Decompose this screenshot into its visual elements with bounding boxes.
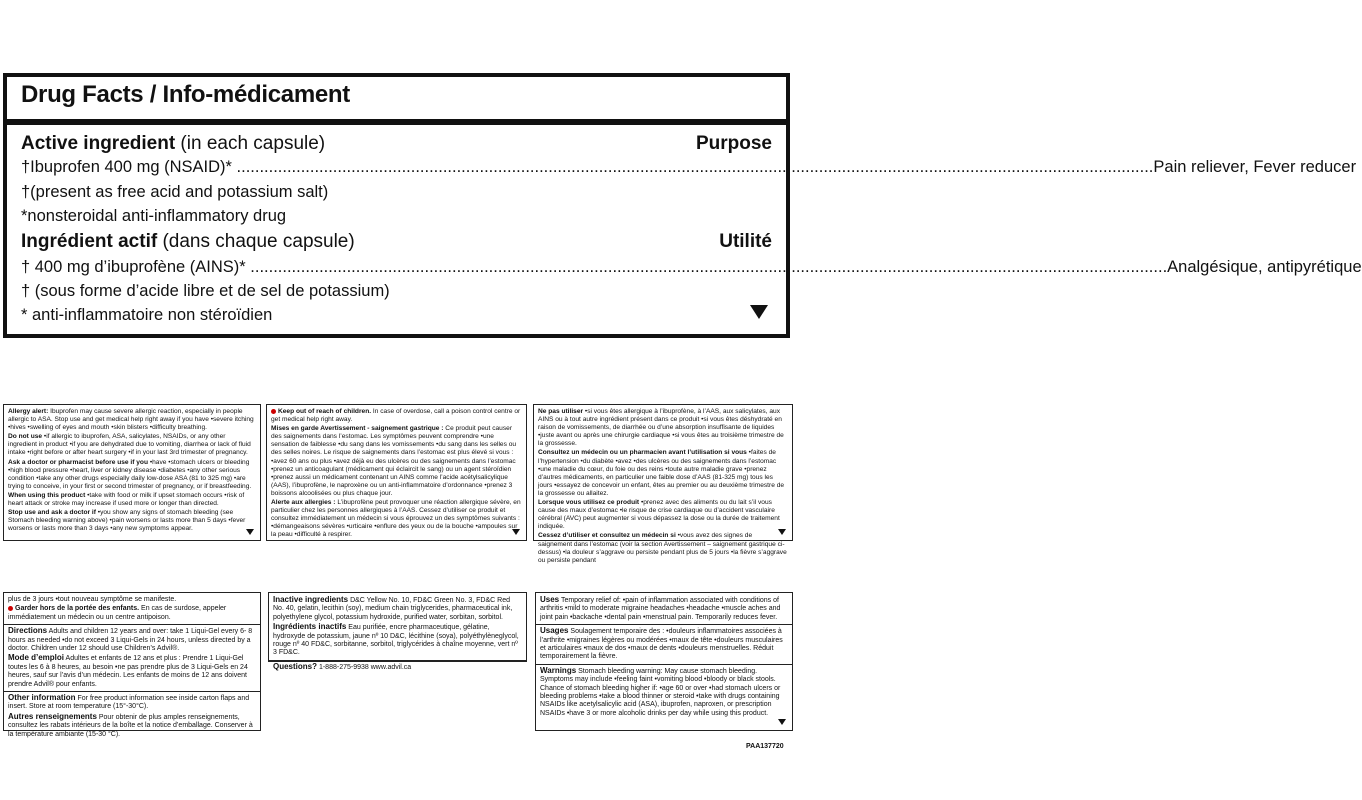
- warnings-text: Stomach bleeding warning: May cause stomach bleeding. Symptoms may include •feeling faint •vomiting blood •bloody or black stools. Chance of stomach bleeding higher if: •age 60 or over •had stomach ulcers or bleeding problems •take a blood thinner or steroid •take with drugs containing NSAIDs like acetylsalicylic acid (ASA), ibuprofen, naproxen, or prescription NSAIDs •have 3 or more alcoholic drinks per day while using this product.: [540, 667, 781, 717]
- active-header-bold: Active ingredient: [21, 133, 176, 154]
- lorsque-heading: Lorsque vous utilisez ce produit: [538, 499, 640, 507]
- inactive-ingredients-panel: [268, 592, 527, 671]
- allergy-panel: [3, 404, 261, 541]
- heavy-rule: [7, 119, 786, 125]
- purpose-header: Purpose: [695, 133, 772, 154]
- mode-emploi-heading: Mode d’emploi: [8, 653, 64, 663]
- questions-text: 1-888-275-9938 www.advil.ca: [317, 663, 412, 671]
- consultez-text: •faites de l’hypertension •du diabète •avez •des ulcères ou des saignements dans l’estomac •une maladie du cœur, du foie ou des reins •toute autre maladie grave •prenez d’autres médicaments, en particulier une faible dose d’AAS (81-325 mg) tous les jours •essayez de concevoir un enfant, êtes au premier ou au deuxième trimestre de la grossesse ou allaitez.: [538, 449, 785, 497]
- ingredient-line-4-left: † 400 mg d’ibuprofène (AINS)* .....: [21, 258, 1167, 277]
- fr-header-rest: (dans chaque capsule): [157, 231, 355, 252]
- ingredient-line-1-right: Pain reliever, Fever reducer: [1153, 158, 1357, 176]
- triangle-down-icon: [246, 529, 254, 535]
- divider: [4, 624, 260, 625]
- directions-panel: [3, 592, 261, 738]
- divider: [536, 664, 792, 665]
- uses-heading: Uses: [540, 595, 560, 604]
- triangle-down-icon: [778, 529, 786, 535]
- usages-heading: Usages: [540, 626, 569, 636]
- other-information-heading: Other information: [8, 693, 76, 703]
- lorsque-text: •prenez avec des aliments ou du lait s’il vous cause des maux d’estomac •le risque de crise cardiaque ou d’accident vasculaire cérébral (AVC) peut augmenter si vous dépassez la dose ou la durée de traitement indiquée.: [538, 499, 780, 531]
- allergy-alert-text: Ibuprofen may cause severe allergic reaction, especially in people allergic to ASA. Stop use and get medical help right away if you have •severe itching •hives •swelling of eyes and mouth •skin blisters •difficulty breathing.: [8, 408, 254, 432]
- ingredient-line-1: [21, 158, 1357, 177]
- stop-use-text: •you show any signs of stomach bleeding (see Stomach bleeding warning above) •pain worsens or lasts more than 5 days •fever worsens or lasts more than 3 days •any new symptoms appear.: [8, 509, 246, 533]
- red-dot-icon: [8, 606, 13, 611]
- ingredient-line-4-right: Analgésique, antipyrétique: [1167, 258, 1362, 276]
- triangle-down-icon: [750, 305, 768, 319]
- active-header-rest: (in each capsule): [175, 133, 326, 154]
- warnings-heading: Warnings: [540, 665, 577, 675]
- do-not-use-heading: Do not use: [8, 433, 43, 441]
- continued-text: plus de 3 jours •tout nouveau symptôme se manifeste.: [8, 596, 177, 603]
- product-code: PAA137720: [746, 743, 784, 750]
- triangle-down-icon: [778, 719, 786, 725]
- autres-renseignements-heading: Autres renseignements: [8, 711, 97, 721]
- cessez-heading: Cessez d’utiliser et consultez un médecin si: [538, 532, 676, 540]
- ingredient-line-1-left: †Ibuprofen 400 mg (NSAID)* .....: [21, 158, 1153, 177]
- divider: [4, 691, 260, 692]
- ask-doctor-text: •have •stomach ulcers or bleeding •high blood pressure •heart, liver or kidney disease •diabetes •any other serious condition •take any other drugs especially daily low-dose ASA (81 to 325 mg) •are trying to conceive, in your first or second trimester of pregnancy, or if breastfeeding.: [8, 458, 252, 490]
- ingredient-line-4: [21, 258, 1362, 277]
- consultez-heading: Consultez un médecin ou un pharmacien avant l’utilisation si vous: [538, 449, 747, 457]
- keep-out-text: In case of overdose, call a poison control centre or get medical help right away.: [271, 408, 521, 424]
- allergy-alert-heading: Allergy alert:: [8, 408, 49, 415]
- garder-hors-heading: Garder hors de la portée des enfants.: [15, 605, 140, 613]
- fr-header-bold: Ingrédient actif: [21, 231, 158, 252]
- ne-pas-utiliser-heading: Ne pas utiliser: [538, 408, 584, 415]
- other-information-text: For free product information see inside carton flaps and insert. Store at room temperature (15°-30°C).: [8, 695, 250, 711]
- inactive-ingredients-heading: Inactive ingredients: [273, 595, 349, 604]
- autres-renseignements-text: Pour obtenir de plus amples renseignements, consultez les rabats intérieurs de la boîte et la notice d’emballage. Conserver à la température ambiante (15-30 °C).: [8, 713, 253, 738]
- triangle-down-icon: [512, 529, 520, 535]
- divider: [536, 624, 792, 625]
- utilite-header: Utilité: [719, 231, 772, 252]
- garder-hors-text: En cas de surdose, appeler immédiatement un médecin ou un centre antipoison.: [8, 605, 227, 621]
- warnings-fr-panel: [266, 404, 527, 541]
- ingredients-inactifs-heading: Ingrédients inactifs: [273, 622, 347, 632]
- ingredient-actif-header: [21, 231, 772, 253]
- ask-doctor-heading: Ask a doctor or pharmacist before use if you: [8, 458, 148, 466]
- mises-en-garde-text: Ce produit peut causer des saignements dans l’estomac. Les symptômes peuvent comprendre •une sensation de faiblesse •du sang dans les vomissements •du sang dans les selles ou des selles noires. Le risque de saignements dans l’estomac est plus élevé si vous : •avez 60 ans ou plus •avez déjà eu des ulcères ou des saignements dans l’estomac •prenez un anticoagulant (médicament qui éclaircit le sang) ou un agent stéroïdien •prenez aussi un médicament contenant un AINS comme l’acide acétylsalicylique (AAS), l’ibuprofène, le naproxène ou un anti-inflammatoire d’ordonnance •prenez 3 boissons alcoolisées ou plus chaque jour.: [271, 425, 517, 497]
- alerte-allergies-heading: Alerte aux allergies :: [271, 499, 336, 507]
- ingredient-line-6: * anti-inflammatoire non stéroïdien: [21, 306, 273, 324]
- drug-facts-title: Drug Facts / Info-médicament: [21, 81, 350, 108]
- ne-pas-utiliser-panel: [533, 404, 793, 564]
- ingredient-line-5: † (sous forme d’acide libre et de sel de potassium): [21, 282, 390, 300]
- stop-use-heading: Stop use and ask a doctor if: [8, 509, 96, 517]
- drug-facts-panel: [3, 73, 1362, 338]
- red-dot-icon: [271, 409, 276, 414]
- ingredient-line-3: *nonsteroidal anti-inflammatory drug: [21, 207, 287, 225]
- mises-en-garde-heading: Mises en garde Avertissement - saignement gastrique :: [271, 425, 444, 433]
- mode-emploi-text: Adultes et enfants de 12 ans et plus : Prendre 1 Liqui-Gel toutes les 6 à 8 heures, au besoin •ne pas prendre plus de 3 Liqui-Gels en 24 heures, sauf sur l’avis d’un médecin. Les enfants de moins de 12 ans doivent prendre Advil® pour enfants.: [8, 655, 248, 688]
- directions-text: Adults and children 12 years and over: take 1 Liqui-Gel every 6- 8 hours as needed •do not exceed 3 Liqui-Gels in 24 hours, unless directed by a doctor. Children under 12 should use Children’s Advil®.: [8, 628, 253, 653]
- uses-panel: [535, 592, 793, 731]
- inactive-ingredients-text: D&C Yellow No. 10, FD&C Green No. 3, FD&C Red No. 40, gelatin, lecithin (soy), medium chain triglycerides, pharmaceutical ink, polyethylene glycol, potassium hydroxide, purified water, sorbitan, sorbitol.: [273, 597, 513, 621]
- when-using-heading: When using this product: [8, 491, 86, 499]
- alerte-allergies-text: L’ibuprofène peut provoquer une réaction allergique sévère, en particulier chez les personnes allergiques à l’AAS. Cessez d’utiliser ce produit et consultez immédiatement un médecin si vous éprouvez un des symptômes suivants : •démangeaisons sévères •urticaire •enflure des yeux ou de la bouche •ampoules sur la peau •difficulté à respirer.: [271, 499, 521, 539]
- when-using-text: •take with food or milk if upset stomach occurs •risk of heart attack or stroke may increase if used more or longer than directed.: [8, 491, 245, 508]
- active-ingredient-header: [21, 133, 772, 155]
- usages-text: Soulagement temporaire des : •douleurs inflammatoires associées à l’arthrite •migraines légères ou modérées •maux de tête •douleurs musculaires et articulaires •maux de dos •maux de dents •douleurs menstruelles. Réduit temporairement la fièvre.: [540, 628, 783, 661]
- do-not-use-text: •if allergic to ibuprofen, ASA, salicylates, NSAIDs, or any other ingredient in product •if you are dehydrated due to vomiting, diarrhea or lack of fluid intake •right before or after heart surgery •if in your last 3rd trimester of pregnancy.: [8, 433, 251, 457]
- ingredient-line-2: †(present as free acid and potassium salt): [21, 183, 329, 201]
- questions-heading: Questions?: [273, 661, 318, 671]
- cessez-text: •vous avez des signes de saignement dans l’estomac (voir la section Avertissement – saignement gastrique ci-dessus) •la douleur s’aggrave ou persiste pendant plus de 5 jours •la fièvre s’aggrave ou persiste pendant: [538, 532, 787, 564]
- directions-heading: Directions: [8, 626, 48, 636]
- keep-out-heading: Keep out of reach of children.: [278, 408, 372, 415]
- uses-text: Temporary relief of: •pain of inflammation associated with conditions of arthritis •mild to moderate migraine headaches •headache •muscle aches and joint pain •backache •dental pain •menstrual pain. Temporarily reduces fever.: [540, 597, 781, 621]
- ne-pas-utiliser-text: •si vous êtes allergique à l’ibuprofène, à l’AAS, aux salicylates, aux AINS ou à tout autre ingrédient présent dans ce produit •si vous êtes déshydraté en raison de vomissements, de diarrhée ou d’une absorption insuffisante de liquides •juste avant ou après une chirurgie cardiaque •si vous êtes au troisième trimestre de la grossesse.: [538, 408, 784, 448]
- ingredients-inactifs-text: Eau purifiée, encre pharmaceutique, gélatine, hydroxyde de potassium, jaune nº 10 D&C, lécithine (soya), polyéthylèneglycol, rouge nº 40 FD&C, sorbitanne, sorbitol, triglycérides à chaîne moyenne, vert nº 3 FD&C.: [273, 624, 519, 657]
- divider: [269, 660, 526, 661]
